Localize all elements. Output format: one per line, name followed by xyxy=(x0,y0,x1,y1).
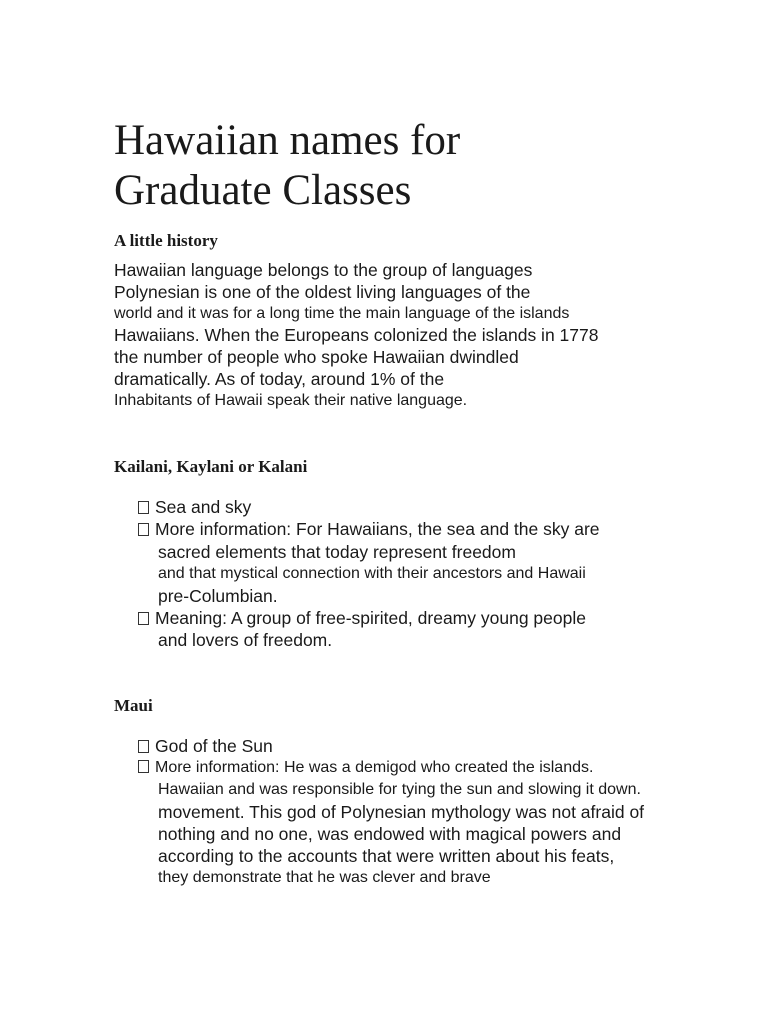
checkbox-square-icon xyxy=(138,740,149,753)
bullet-continuation: they demonstrate that he was clever and brave xyxy=(158,869,491,887)
bullet-text: More information: For Hawaiians, the sea and the sky are xyxy=(155,519,600,540)
bullet-continuation: nothing and no one, was endowed with magical powers and xyxy=(158,824,622,845)
kailani-bullet-list xyxy=(114,496,714,651)
bullet-continuation: sacred elements that today represent freedom xyxy=(158,541,516,562)
checkbox-square-icon xyxy=(138,760,149,773)
bullet-text: More information: He was a demigod who created the islands. xyxy=(155,759,594,777)
history-line: Polynesian is one of the oldest living languages of the xyxy=(114,281,531,302)
history-paragraph xyxy=(114,260,714,412)
bullet-continuation: and lovers of freedom. xyxy=(158,629,333,650)
title-line-1: Hawaiian names for xyxy=(114,117,461,164)
list-item xyxy=(138,607,714,651)
title-line-2: Graduate Classes xyxy=(114,167,412,214)
history-line: Inhabitants of Hawaii speak their native language. xyxy=(114,392,468,410)
checkbox-square-icon xyxy=(138,612,149,625)
history-line: Hawaiians. When the Europeans colonized the islands in 1778 xyxy=(114,325,599,346)
document-page xyxy=(114,116,714,889)
history-line: world and it was for a long time the main language of the islands xyxy=(114,305,570,323)
list-item xyxy=(138,757,714,889)
history-line: dramatically. As of today, around 1% of the xyxy=(114,368,445,389)
bullet-continuation: pre-Columbian. xyxy=(158,585,278,606)
kailani-heading: Kailani, Kaylani or Kalani xyxy=(114,456,308,476)
bullet-continuation: movement. This god of Polynesian mythology was not afraid of xyxy=(158,802,645,823)
maui-bullet-list xyxy=(114,735,714,890)
history-line: the number of people who spoke Hawaiian dwindled xyxy=(114,346,519,367)
checkbox-square-icon xyxy=(138,501,149,514)
list-item xyxy=(138,735,714,757)
list-item xyxy=(138,496,714,518)
bullet-continuation: according to the accounts that were written about his feats, xyxy=(158,846,615,867)
maui-heading: Maui xyxy=(114,695,153,715)
bullet-text: Meaning: A group of free-spirited, dreamy young people xyxy=(155,607,586,628)
bullet-text: Sea and sky xyxy=(155,496,252,517)
history-line: Hawaiian language belongs to the group of languages xyxy=(114,260,533,280)
bullet-continuation: Hawaiian and was responsible for tying the sun and slowing it down. xyxy=(158,781,641,799)
bullet-text: God of the Sun xyxy=(155,735,273,756)
list-item xyxy=(138,518,714,606)
document-title xyxy=(114,116,714,216)
bullet-continuation: and that mystical connection with their ancestors and Hawaii xyxy=(158,564,586,582)
history-heading: A little history xyxy=(114,231,218,250)
checkbox-square-icon xyxy=(138,523,149,536)
